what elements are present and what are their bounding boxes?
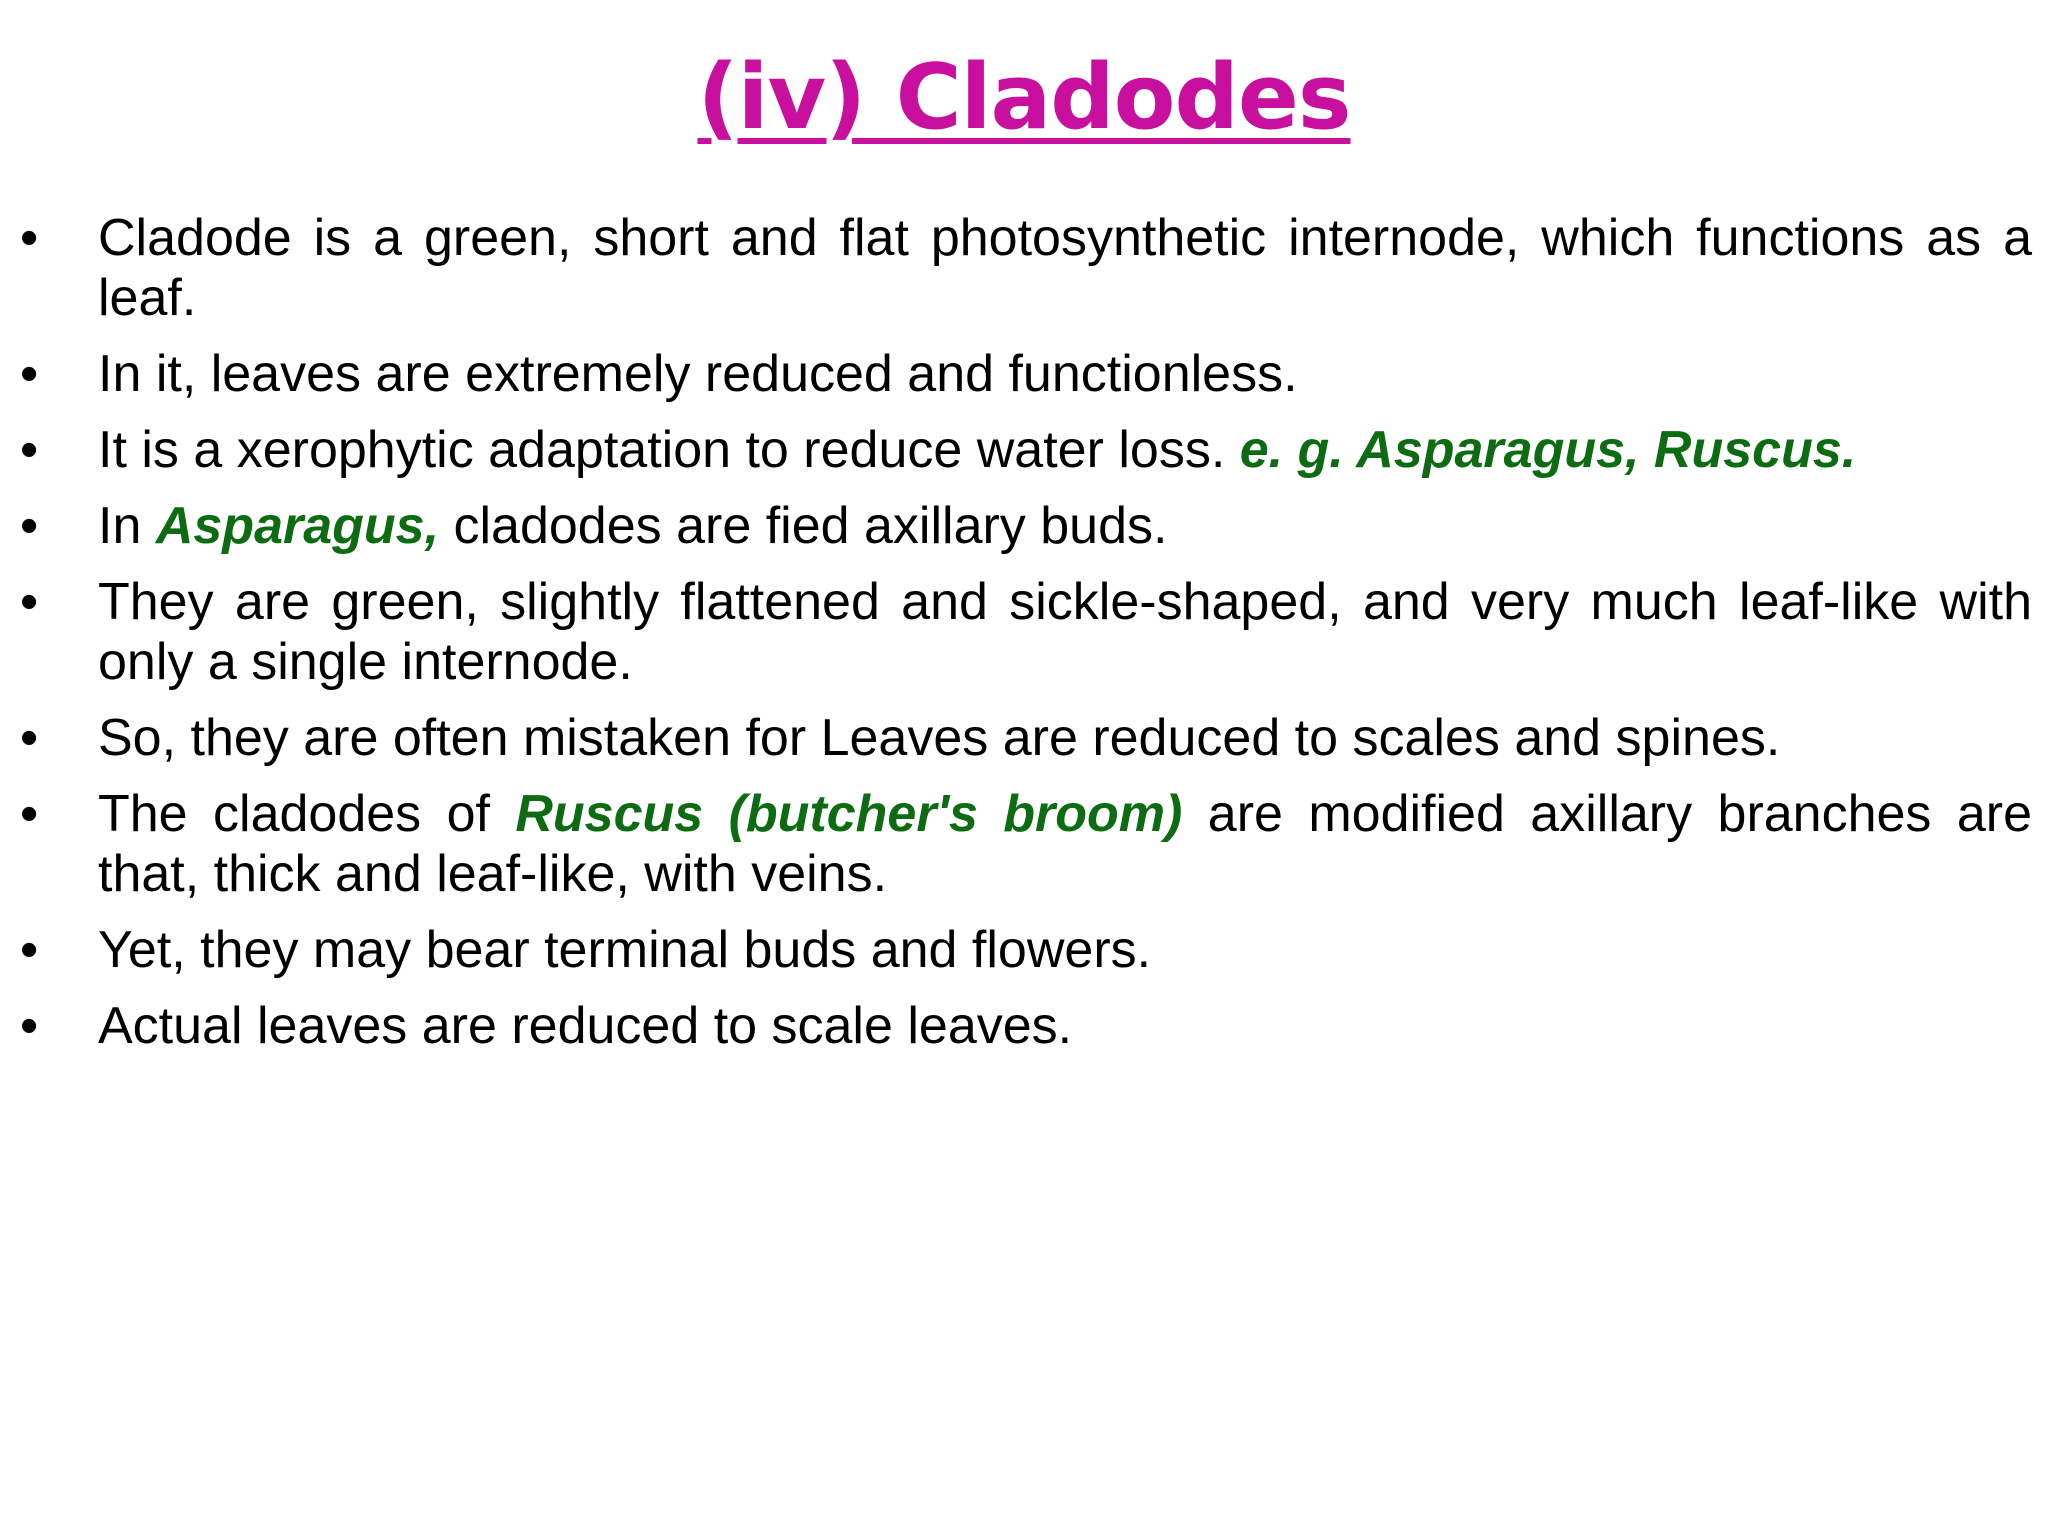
bullet-list <box>0 208 2040 1072</box>
bullet-highlight: Asparagus, <box>155 497 440 555</box>
bullet-item <box>0 784 2040 904</box>
bullet-dot-icon: • <box>20 209 39 267</box>
bullet-text-after: are modified axillary branches are that, thick and leaf-like, with veins. <box>98 785 2033 903</box>
bullet-item <box>0 420 2040 480</box>
bullet-item <box>0 496 2040 556</box>
bullet-text: It is a xerophytic adaptation to reduce water loss. <box>98 421 1240 479</box>
slide-title: (iv) Cladodes <box>697 45 1351 150</box>
bullet-dot-icon: • <box>20 709 39 767</box>
bullet-dot-icon: • <box>20 345 39 403</box>
bullet-item <box>0 208 2040 328</box>
bullet-text: So, they are often mistaken for Leaves are reduced to scales and spines. <box>98 709 1781 767</box>
bullet-text: Actual leaves are reduced to scale leaves. <box>98 997 1073 1055</box>
bullet-highlight: e. g. Asparagus, Ruscus. <box>1239 421 1857 479</box>
bullet-text: In it, leaves are extremely reduced and functionless. <box>98 345 1298 403</box>
bullet-text: They are green, slightly flattened and sickle-shaped, and very much leaf-like with only a single internode. <box>98 573 2032 691</box>
bullet-dot-icon: • <box>20 921 39 979</box>
bullet-dot-icon: • <box>20 997 39 1055</box>
bullet-dot-icon: • <box>20 497 39 555</box>
bullet-dot-icon: • <box>20 421 39 479</box>
bullet-item <box>0 996 2040 1056</box>
bullet-text: In <box>98 497 156 555</box>
bullet-item <box>0 708 2040 768</box>
bullet-dot-icon: • <box>20 785 39 843</box>
bullet-dot-icon: • <box>20 573 39 631</box>
bullet-text: The cladodes of <box>98 785 516 843</box>
bullet-highlight: Ruscus (butcher's broom) <box>515 785 1183 843</box>
bullet-item <box>0 920 2040 980</box>
bullet-item <box>0 572 2040 692</box>
bullet-text-after: cladodes are fied axillary buds. <box>439 497 1168 555</box>
bullet-text: Cladode is a green, short and flat photosynthetic internode, which functions as a leaf. <box>98 209 2032 327</box>
bullet-item <box>0 344 2040 404</box>
bullet-text: Yet, they may bear terminal buds and flowers. <box>98 921 1152 979</box>
